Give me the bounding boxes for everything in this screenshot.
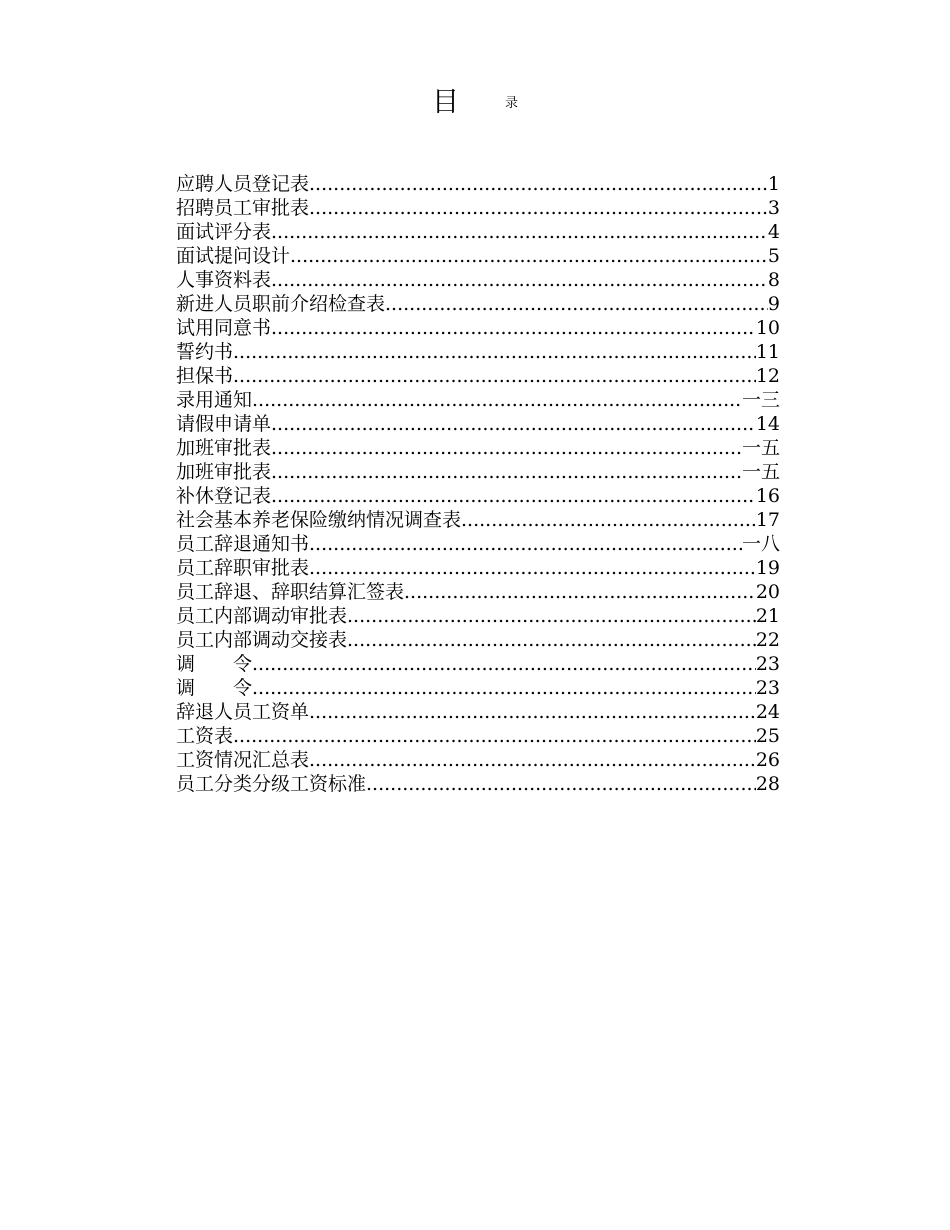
toc-entry[interactable] — [176, 460, 780, 484]
title-secondary-char: 录 — [504, 96, 518, 111]
toc-entry-label: 员工内部调动交接表 — [176, 629, 348, 651]
toc-entry-label: 加班审批表 — [176, 461, 272, 483]
toc-entry-page-number: 3 — [767, 197, 780, 219]
toc-entry[interactable] — [176, 508, 780, 532]
toc-entry[interactable] — [176, 772, 780, 796]
toc-entry-page-number: 12 — [755, 365, 780, 387]
toc-entry[interactable] — [176, 364, 780, 388]
toc-entry[interactable] — [176, 340, 780, 364]
toc-entry[interactable] — [176, 748, 780, 772]
toc-dot-leader — [252, 676, 756, 700]
toc-entry-page-number: 一五 — [741, 461, 780, 483]
toc-dot-leader — [271, 412, 756, 436]
toc-entry-page-number: 16 — [755, 485, 780, 507]
toc-dot-leader — [404, 580, 756, 604]
toc-entry[interactable] — [176, 220, 780, 244]
toc-entry[interactable] — [176, 292, 780, 316]
toc-entry[interactable] — [176, 700, 780, 724]
toc-entry-label: 调 令 — [176, 653, 253, 675]
toc-dot-leader — [252, 652, 756, 676]
toc-entry[interactable] — [176, 676, 780, 700]
toc-entry-label: 面试评分表 — [176, 221, 272, 243]
toc-dot-leader — [271, 436, 742, 460]
toc-dot-leader — [309, 172, 768, 196]
toc-entry-page-number: 28 — [755, 773, 780, 795]
toc-dot-leader — [309, 196, 768, 220]
toc-entry-page-number: 8 — [767, 269, 780, 291]
toc-entry[interactable] — [176, 388, 780, 412]
toc-dot-leader — [271, 268, 768, 292]
toc-dot-leader — [290, 244, 768, 268]
toc-dot-leader — [271, 220, 768, 244]
toc-entry-label: 人事资料表 — [176, 269, 272, 291]
toc-entry-page-number: 14 — [755, 413, 780, 435]
toc-entry-page-number: 19 — [755, 557, 780, 579]
page-title — [0, 86, 950, 125]
toc-entry[interactable] — [176, 628, 780, 652]
table-of-contents — [176, 172, 780, 796]
toc-entry-label: 员工辞退、辞职结算汇签表 — [176, 581, 405, 603]
toc-entry-label: 辞退人员工资单 — [176, 701, 310, 723]
toc-entry[interactable] — [176, 724, 780, 748]
toc-entry-label: 工资表 — [176, 725, 234, 747]
toc-dot-leader — [252, 388, 742, 412]
toc-dot-leader — [347, 628, 756, 652]
toc-dot-leader — [271, 460, 742, 484]
toc-entry-label: 新进人员职前介绍检查表 — [176, 293, 386, 315]
toc-entry-label: 加班审批表 — [176, 437, 272, 459]
toc-entry-page-number: 20 — [755, 581, 780, 603]
toc-dot-leader — [385, 292, 768, 316]
toc-entry-label: 面试提问设计 — [176, 245, 291, 267]
toc-entry-label: 试用同意书 — [176, 317, 272, 339]
toc-entry-page-number: 25 — [755, 725, 780, 747]
toc-entry-page-number: 一八 — [741, 533, 780, 555]
toc-dot-leader — [309, 748, 756, 772]
toc-entry-page-number: 23 — [755, 677, 780, 699]
toc-entry-page-number: 5 — [767, 245, 780, 267]
toc-entry-page-number: 24 — [755, 701, 780, 723]
toc-entry-label: 招聘员工审批表 — [176, 197, 310, 219]
toc-entry-page-number: 1 — [767, 173, 780, 195]
toc-entry-page-number: 26 — [755, 749, 780, 771]
toc-entry-label: 工资情况汇总表 — [176, 749, 310, 771]
toc-entry-page-number: 23 — [755, 653, 780, 675]
toc-entry-label: 调 令 — [176, 677, 253, 699]
toc-dot-leader — [366, 772, 756, 796]
toc-entry[interactable] — [176, 484, 780, 508]
toc-entry-label: 员工分类分级工资标准 — [176, 773, 367, 795]
toc-entry[interactable] — [176, 172, 780, 196]
toc-entry[interactable] — [176, 580, 780, 604]
toc-dot-leader — [347, 604, 756, 628]
toc-entry[interactable] — [176, 436, 780, 460]
toc-entry-page-number: 9 — [767, 293, 780, 315]
toc-entry-label: 社会基本养老保险缴纳情况调查表 — [176, 509, 462, 531]
toc-entry-page-number: 21 — [755, 605, 780, 627]
toc-entry[interactable] — [176, 604, 780, 628]
toc-entry-page-number: 11 — [755, 341, 780, 363]
toc-dot-leader — [233, 724, 756, 748]
toc-entry-label: 请假申请单 — [176, 413, 272, 435]
toc-entry[interactable] — [176, 556, 780, 580]
toc-entry-label: 誓约书 — [176, 341, 234, 363]
toc-entry-page-number: 22 — [755, 629, 780, 651]
toc-dot-leader — [309, 700, 756, 724]
toc-dot-leader — [461, 508, 756, 532]
toc-entry-page-number: 4 — [767, 221, 780, 243]
toc-entry-label: 员工内部调动审批表 — [176, 605, 348, 627]
toc-dot-leader — [233, 340, 756, 364]
toc-entry-page-number: 10 — [755, 317, 780, 339]
toc-entry-label: 担保书 — [176, 365, 234, 387]
toc-dot-leader — [233, 364, 756, 388]
toc-entry-label: 员工辞职审批表 — [176, 557, 310, 579]
toc-entry-label: 补休登记表 — [176, 485, 272, 507]
toc-entry-label: 员工辞退通知书 — [176, 533, 310, 555]
toc-entry-page-number: 一三 — [741, 389, 780, 411]
toc-entry-label: 应聘人员登记表 — [176, 173, 310, 195]
toc-entry-page-number: 一五 — [741, 437, 780, 459]
toc-dot-leader — [309, 556, 756, 580]
toc-entry[interactable] — [176, 652, 780, 676]
toc-entry[interactable] — [176, 316, 780, 340]
toc-entry[interactable] — [176, 412, 780, 436]
toc-entry-label: 录用通知 — [176, 389, 253, 411]
toc-entry-page-number: 17 — [755, 509, 780, 531]
toc-entry[interactable] — [176, 244, 780, 268]
toc-dot-leader — [271, 316, 756, 340]
toc-dot-leader — [309, 532, 742, 556]
toc-dot-leader — [271, 484, 756, 508]
toc-entry[interactable] — [176, 532, 780, 556]
title-main-char: 目 — [431, 87, 459, 118]
toc-entry[interactable] — [176, 196, 780, 220]
toc-entry[interactable] — [176, 268, 780, 292]
